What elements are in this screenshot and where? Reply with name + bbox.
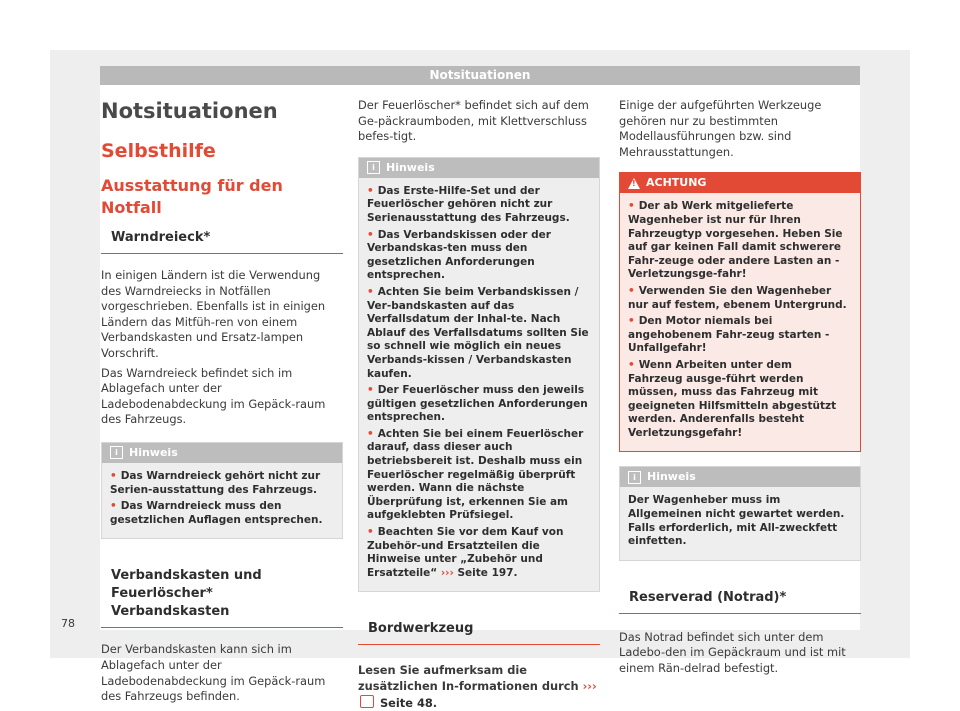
paragraph: Lesen Sie aufmerksam die zusätzlichen In-formationen durch ››› Seite 48. [358, 663, 597, 710]
chapter-header-bar [100, 66, 860, 85]
link-arrow-icon: ››› [440, 566, 454, 579]
warndreieck-text [101, 268, 343, 428]
warning-box [619, 172, 861, 452]
subchapter-title: Selbsthilfe [101, 140, 216, 162]
list-item: • Den Motor niemals bei angehobenem Fahr-zeug starten - Unfallgefahr! [628, 315, 830, 355]
hint-label: Hinweis [647, 470, 696, 484]
info-icon: i [367, 161, 380, 174]
hint-list [628, 494, 850, 548]
list-item: • Das Erste-Hilfe-Set und der Feuerlöscher gehören nicht zur Serienausstattung des Fahrzeugs. [367, 184, 570, 224]
hint-box-1 [101, 442, 343, 539]
hint-box-header [359, 158, 599, 178]
warning-box-header [620, 173, 860, 193]
section-title: Ausstattung für den Notfall [101, 176, 283, 217]
heading-warndreieck: Warndreieck* [101, 229, 343, 254]
heading-bordwerkzeug: Bordwerkzeug [358, 620, 600, 645]
paragraph: Einige der aufgeführten Werkzeuge gehören nur zu bestimmten Modellausführungen bzw. sind Mehrausstattungen. [619, 98, 822, 159]
bordwerkzeug-text [358, 663, 600, 711]
column-2 [358, 92, 600, 711]
list-item: • Der Feuerlöscher muss den jeweils gültigen gesetzlichen Anforderungen entsprechen. [367, 384, 588, 424]
paragraph: Der Verbandskasten kann sich im Ablagefach unter der Ladebodenabdeckung im Gepäck-raum des Fahrzeugs befinden. [101, 642, 326, 704]
page-link-197[interactable]: Seite 197 [457, 566, 514, 579]
reserverad-text [619, 630, 861, 677]
bullet-icon: • [110, 469, 117, 482]
column-1 [101, 92, 343, 705]
list-item: • Der ab Werk mitgelieferte Wagenheber ist nur für Ihren Fahrzeugtyp vorgesehen. Heben Sie auf gar keinen Fall damit schwerere Fahr-zeuge oder andere Lasten an - Verletzungsge-fahr! [628, 200, 843, 281]
warning-triangle-icon: ! [628, 178, 640, 189]
paragraph: In einigen Ländern ist die Verwendung des Warndreiecks in Notfällen vorgeschrieben. Ebenfalls ist in einigen Ländern das Mitfüh-ren von einem Verbandskasten und Ersatz-lampen Vorschrift. [101, 268, 326, 360]
hint-label: Hinweis [386, 160, 435, 174]
verbandskasten-text [101, 642, 343, 704]
feuerloescher-text [358, 98, 600, 145]
heading-reserverad: Reserverad (Notrad)* [619, 589, 861, 614]
hint-box-2 [358, 157, 600, 593]
info-icon: i [628, 471, 641, 484]
hint-text: Der Wagenheber muss im Allgemeinen nicht gewartet werden. Falls erforderlich, mit All-zweckfett einfetten. [628, 494, 845, 548]
hint-list [110, 470, 332, 527]
column-3 [619, 92, 861, 677]
paragraph: Der Feuerlöscher* befindet sich auf dem Ge-päckraumboden, mit Klettverschluss befes-tigt. [358, 98, 589, 144]
bullet-icon: • [367, 285, 374, 298]
bullet-icon: • [367, 184, 374, 197]
bullet-icon: • [367, 427, 374, 440]
hint-box-header [620, 467, 860, 487]
bullet-icon: • [367, 228, 374, 241]
paragraph: Das Notrad befindet sich unter dem Ladebo-den im Gepäckraum und ist mit einem Rän-delrad befestigt. [619, 629, 846, 676]
bullet-icon: • [628, 200, 635, 213]
bullet-icon: • [628, 284, 635, 297]
page-number: 78 [61, 617, 75, 630]
list-item: • Das Verbandskissen oder der Verbandskas-ten muss den gesetzlichen Anforderungen entsprechen. [367, 228, 551, 282]
list-item: • Das Warndreieck gehört nicht zur Serien-ausstattung des Fahrzeugs. [110, 469, 321, 496]
warning-list [628, 200, 850, 440]
warning-label: ACHTUNG [646, 176, 707, 190]
book-reference-icon [360, 695, 374, 708]
list-item: • Das Warndreieck muss den gesetzlichen Auflagen entsprechen. [110, 500, 323, 526]
werkzeuge-text [619, 98, 861, 160]
hint-label: Hinweis [129, 445, 178, 459]
bullet-icon: • [628, 315, 635, 328]
paragraph: Das Warndreieck befindet sich im Ablagefach unter der Ladebodenabdeckung im Gepäck-raum des Fahrzeugs. [101, 365, 326, 427]
hint-box-header [102, 443, 342, 463]
list-item: • Beachten Sie vor dem Kauf von Zubehör-und Ersatzteilen die Hinweise unter „Zubehör und Ersatzteile“ ››› Seite 197. [367, 526, 564, 579]
list-item: • Achten Sie bei einem Feuerlöscher darauf, dass dieser auch betriebsbereit ist. Deshalb muss ein Feuerlöscher regelmäßig überprüft werden. Wann die nächste Überprüfung ist, erkennen Sie am aufgeklebten Prüfsiegel. [367, 427, 584, 522]
list-item: • Wenn Arbeiten unter dem Fahrzeug ausge-führt werden müssen, muss das Fahrzeug mit geeigneten Hilfsmitteln abgestützt werden. Anderenfalls besteht Verletzungsgefahr! [628, 358, 837, 439]
chapter-title: Notsituationen [101, 99, 278, 123]
bullet-icon: • [367, 384, 374, 397]
info-icon: i [110, 446, 123, 459]
bullet-icon: • [628, 358, 635, 371]
bullet-icon: • [110, 500, 117, 513]
list-item: • Achten Sie beim Verbandskissen / Ver-bandskasten auf das Verfallsdatum der Inhal-te. Nach Ablauf des Verfallsdatums sollten Sie so schnell wie möglich ein neues Verbands-kissen / Verbandskasten kaufen. [367, 285, 589, 380]
page-link-48[interactable]: Seite 48 [379, 695, 433, 710]
bullet-icon: • [367, 526, 374, 539]
hint-box-3 [619, 466, 861, 560]
hint-list [367, 185, 589, 581]
link-arrow-icon: ››› [582, 679, 597, 693]
chapter-header-title: Notsituationen [429, 68, 531, 82]
list-item: • Verwenden Sie den Wagenheber nur auf festem, ebenem Untergrund. [628, 284, 847, 311]
heading-verbandskasten: Verbandskasten und Feuerlöscher* Verbandskasten [101, 567, 343, 628]
